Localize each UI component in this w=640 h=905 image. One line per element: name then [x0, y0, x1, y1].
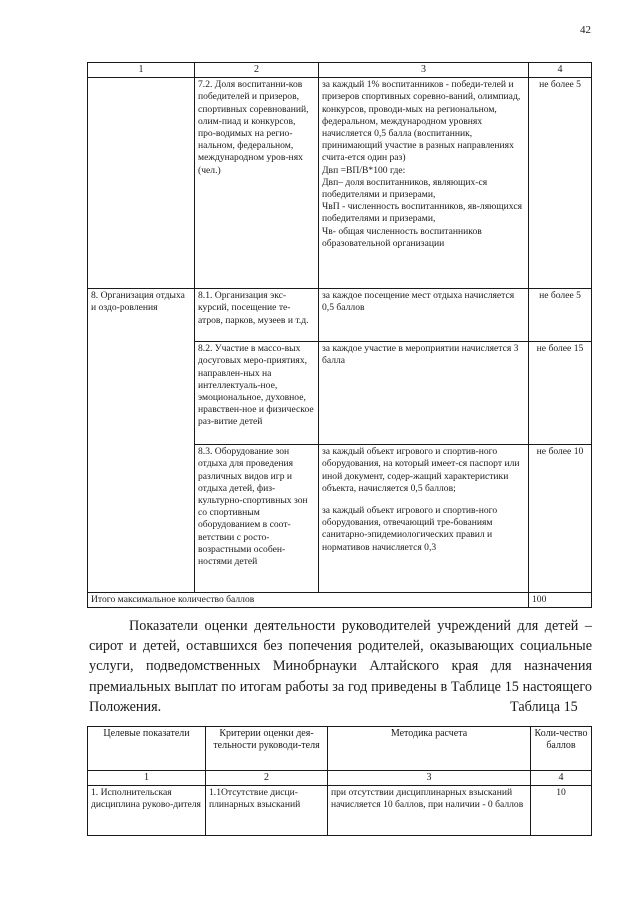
- table-number-row: [88, 771, 592, 786]
- method-cell: за каждое участие в мероприятии начисляется 3 балла: [319, 342, 529, 445]
- table-header-row: [88, 727, 592, 771]
- column-header: Целевые показатели: [88, 727, 206, 771]
- column-number: 2: [195, 63, 319, 78]
- method-cell: при отсутствии дисциплинарных взысканий начисляется 10 баллов, при наличии - 0 баллов: [328, 786, 531, 836]
- method-cell: [319, 78, 529, 289]
- goal-cell-empty: [88, 78, 195, 289]
- table-caption: Таблица 15: [510, 699, 578, 715]
- method-text: за каждый объект игрового и спортив-ного оборудования, отвечающий тре-бованиям санитарно-эпидемиологических правил и нормативов начисляется 0,3: [322, 505, 498, 553]
- body-paragraph: Показатели оценки деятельности руководителей учреждений для детей – сирот и детей, оставшихся без попечения родителей, оказывающих социальные услуги, подведомственных Минобрнауки Алтайского края для назначения премиальных выплат по итогам работы за год приведены в Таблице 15 настоящего Положения.: [89, 618, 592, 715]
- points-cell: 10: [531, 786, 592, 836]
- formula-legend: ЧвП - численность воспитанников, яв-ляющихся победителями и призерами,: [322, 201, 522, 225]
- formula-legend: Двп– доля воспитанников, являющих-ся победителями и призерами,: [322, 176, 488, 201]
- criteria-table-continued: [87, 62, 592, 608]
- column-header: Коли-чество баллов: [531, 727, 592, 771]
- criterion-cell: 8.3. Оборудование зон отдыха для проведения различных видов игр и отдыха детей, физ-культурно-спортивных зон со спортивным оборудованием в соот-ветствии с росто-возрастными особен-ностями детей: [195, 445, 319, 593]
- table-15: [87, 726, 592, 836]
- formula-text: Двп =ВП/В*100 где:: [322, 164, 406, 176]
- table-header-row: [88, 63, 592, 78]
- criterion-cell: 8.1. Организация экс-курсий, посещение те-атров, парков, музеев и т.д.: [195, 289, 319, 342]
- column-number: 4: [531, 771, 592, 786]
- goal-cell: 8. Организация отдыха и оздо-ровления: [88, 289, 195, 593]
- points-cell: не более 15: [529, 342, 592, 445]
- criterion-cell: 7.2. Доля воспитанни-ков победителей и призеров, спортивных соревнований, олим-пиад и конкурсов, про-водимых на регио-нальном, федеральном, международном уров-нях (чел.): [195, 78, 319, 289]
- table-row: [88, 78, 592, 289]
- total-value: 100: [529, 593, 592, 608]
- points-cell: не более 10: [529, 445, 592, 593]
- method-cell: за каждое посещение мест отдыха начисляется 0,5 баллов: [319, 289, 529, 342]
- total-row: [88, 593, 592, 608]
- column-number: 1: [88, 63, 195, 78]
- column-header: Методика расчета: [328, 727, 531, 771]
- table-row: [88, 289, 592, 342]
- column-number: 2: [206, 771, 328, 786]
- method-cell: [319, 445, 529, 593]
- column-number: 1: [88, 771, 206, 786]
- points-cell: не более 5: [529, 78, 592, 289]
- criterion-cell: 8.2. Участие в массо-вых досуговых меро-приятиях, направлен-ных на интеллектуаль-ное, эмоциональное, духовное, нравствен-ное и физическое раз-витие детей: [195, 342, 319, 445]
- formula-legend: Чв- общая численность воспитанников образовательной организации: [322, 225, 482, 249]
- table-row: [88, 786, 592, 836]
- page-number: 42: [580, 24, 591, 36]
- spacer: [322, 495, 525, 505]
- column-number: 3: [319, 63, 529, 78]
- column-number: 4: [529, 63, 592, 78]
- points-cell: не более 5: [529, 289, 592, 342]
- method-text: за каждый объект игрового и спортив-ного оборудования, на который имеет-ся паспорт или иной документ, содер-жащий характеристики объекта, начисляется 0,5 баллов;: [322, 446, 520, 494]
- goal-cell: 1. Исполнительская дисциплина руково-дителя: [88, 786, 206, 836]
- method-text: за каждый 1% воспитанников - победи-телей и призеров спортивных соревно-ваний, олимпиад, конкурсов, проводи-мых на региональном, федеральном, международном уровнях начисляется 0,5 балла (воспитанник, принимающий участие в разных направлениях счита-ется один раз): [322, 79, 521, 164]
- column-header: Критерии оценки дея-тельности руководи-теля: [206, 727, 328, 771]
- criterion-cell: 1.1Отсутствие дисци-плинарных взысканий: [206, 786, 328, 836]
- column-number: 3: [328, 771, 531, 786]
- total-label: Итого максимальное количество баллов: [88, 593, 529, 608]
